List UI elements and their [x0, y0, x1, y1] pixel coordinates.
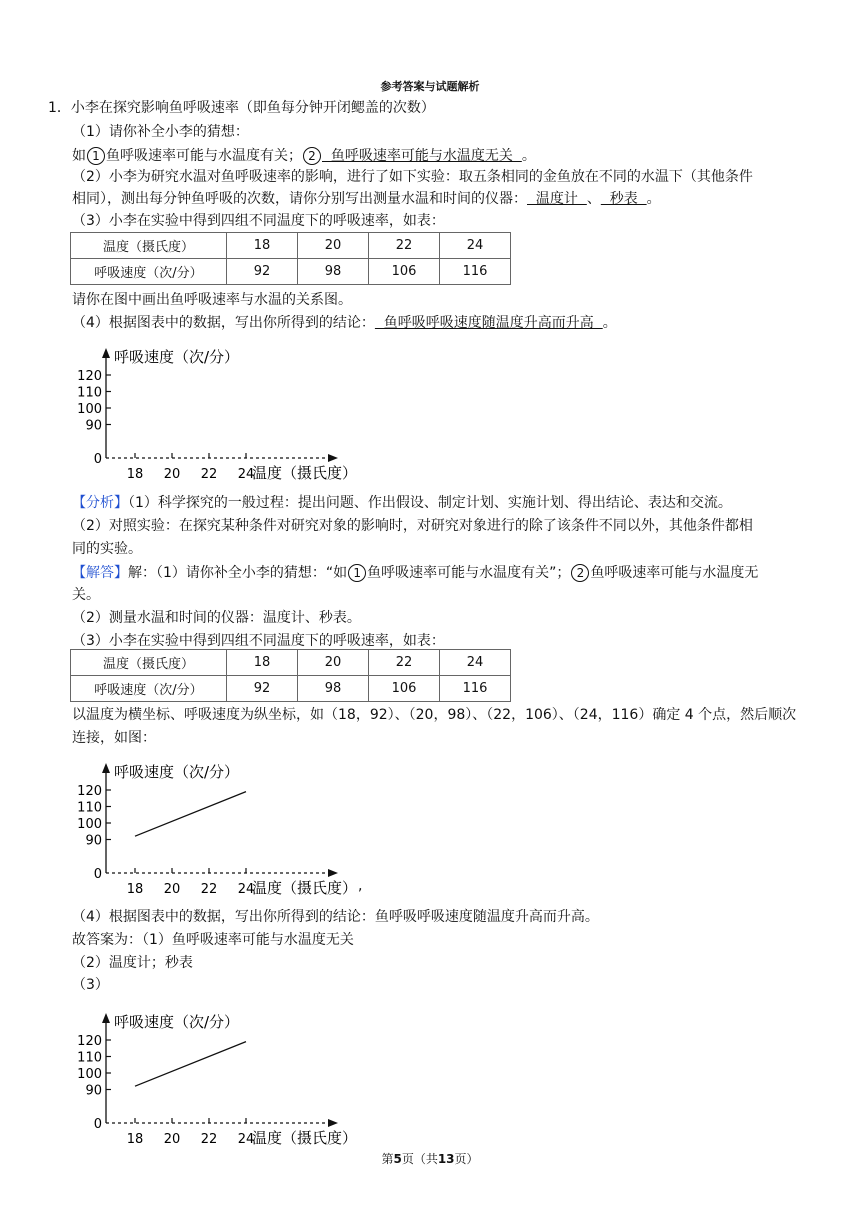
chart-solution: [70, 755, 390, 895]
x-axis-arrow: [328, 1119, 338, 1127]
data-table-1: [70, 232, 511, 285]
page-number: 5: [393, 1152, 402, 1166]
solution-line-8: 故答案为：（1）鱼呼吸速率可能与水温度无关: [72, 932, 354, 948]
chart-empty-axes: [70, 340, 390, 480]
x-tick-label: 22: [200, 1132, 218, 1145]
question-part1: （1）请你补全小李的猜想：: [72, 124, 249, 140]
y-tick-label: 100: [77, 402, 102, 417]
table-row: [71, 233, 511, 259]
data-table-2: [70, 649, 511, 702]
text: 。: [602, 315, 617, 331]
page-title: 参考答案与试题解析: [380, 80, 480, 93]
y-tick-label: 110: [77, 385, 102, 401]
question-part3: （3）小李在实验中得到四组不同温度下的呼吸速率，如表：: [72, 213, 445, 229]
y-tick-label: 0: [93, 452, 102, 467]
series-line: [135, 1042, 246, 1087]
x-tick-label: 24: [237, 467, 255, 480]
table-cell: 呼吸速度（次/分）: [71, 259, 227, 285]
question-stem: [48, 98, 435, 118]
chart-comma: ,: [358, 878, 363, 894]
solution-line-1: [72, 563, 758, 583]
table-cell: 98: [298, 676, 369, 702]
x-tick-label: 24: [237, 882, 255, 895]
circled-number-1: 1: [348, 564, 366, 582]
question-part2: （2）小李为研究水温对鱼呼吸速率的影响，进行了如下实验：取五条相同的金鱼放在不同的水温下（其他条件: [72, 169, 753, 185]
y-tick-label: 120: [77, 784, 102, 799]
text: （1）科学探究的一般过程：提出问题、作出假设、制定计划、实施计划、得出结论、表达和交流。: [128, 495, 732, 511]
circled-number-2: 2: [571, 564, 589, 582]
analysis-line-3: 同的实验。: [72, 541, 142, 557]
answer-blank: 秒表: [600, 191, 647, 207]
y-tick-label: 110: [77, 800, 102, 816]
table-row: [71, 650, 511, 676]
solution-line-7: （4）根据图表中的数据，写出你所得到的结论：鱼呼吸呼吸速度随温度升高而升高。: [72, 909, 599, 925]
total-pages: 13: [437, 1152, 455, 1166]
y-tick-label: 90: [85, 833, 102, 849]
question-part3-instruction: 请你在图中画出鱼呼吸速率与水温的关系图。: [72, 292, 352, 308]
table-cell: 24: [440, 233, 511, 259]
table-cell: 20: [298, 233, 369, 259]
x-tick-label: 18: [126, 1132, 144, 1145]
x-tick-label: 18: [126, 882, 144, 895]
x-tick-label: 20: [163, 1132, 181, 1145]
answer-blank: 鱼呼吸呼吸速度随温度升高而升高: [374, 315, 603, 331]
y-axis-title: 呼吸速度（次/分）: [114, 763, 240, 781]
y-axis-title: 呼吸速度（次/分）: [114, 1013, 240, 1031]
table-cell: 20: [298, 650, 369, 676]
table-cell: 22: [369, 650, 440, 676]
y-axis-title: 呼吸速度（次/分）: [114, 348, 240, 366]
y-tick-label: 90: [85, 1083, 102, 1099]
text: 第: [381, 1152, 394, 1166]
y-tick-label: 0: [93, 1117, 102, 1132]
text: 。: [646, 191, 661, 207]
series-line: [135, 792, 246, 837]
text: 页）: [454, 1152, 479, 1166]
x-axis-title: 温度（摄氏度）: [252, 1129, 358, 1145]
question-part1-hypothesis: [72, 146, 536, 166]
x-tick-label: 20: [163, 882, 181, 895]
table-cell: 温度（摄氏度）: [71, 233, 227, 259]
table-cell: 106: [369, 676, 440, 702]
text: 页（共: [401, 1152, 438, 1166]
table-cell: 温度（摄氏度）: [71, 650, 227, 676]
x-axis-title: 温度（摄氏度）: [252, 464, 358, 480]
table-cell: 98: [298, 259, 369, 285]
x-axis-arrow: [328, 454, 338, 462]
x-axis-title: 温度（摄氏度）: [252, 879, 358, 895]
analysis-tag: 【分析】: [72, 495, 128, 511]
y-tick-label: 110: [77, 1050, 102, 1066]
solution-line-2: 关。: [72, 587, 100, 603]
page-footer: [0, 1150, 860, 1167]
x-axis-arrow: [328, 869, 338, 877]
text: （4）根据图表中的数据，写出你所得到的结论：: [72, 315, 375, 331]
table-cell: 22: [369, 233, 440, 259]
y-tick-label: 100: [77, 817, 102, 832]
question-part4: [72, 313, 617, 333]
circled-number-2: 2: [303, 147, 321, 165]
analysis-line-2: （2）对照实验：在探究某种条件对研究对象的影响时，对研究对象进行的除了该条件不同以外，其他条件都相: [72, 518, 753, 534]
text: 鱼呼吸速率可能与水温度有关”；: [367, 565, 571, 581]
solution-line-9: （2）温度计；秒表: [72, 955, 193, 971]
solution-line-5: 以温度为横坐标、呼吸速度为纵坐标，如（18，92）、（20，98）、（22，106）、（24，116）确定 4 个点，然后顺次: [72, 707, 797, 723]
solution-tag: 【解答】: [72, 565, 128, 581]
table-cell: 呼吸速度（次/分）: [71, 676, 227, 702]
table-cell: 116: [440, 676, 511, 702]
text: 鱼呼吸速率可能与水温度无: [590, 565, 759, 581]
text: 相同），测出每分钟鱼呼吸的次数，请你分别写出测量水温和时间的仪器：: [72, 191, 527, 207]
text: 鱼呼吸速率可能与水温度有关；: [106, 148, 302, 164]
y-axis-arrow: [102, 1013, 110, 1023]
table-cell: 18: [227, 650, 298, 676]
y-tick-label: 90: [85, 418, 102, 434]
table-row: [71, 259, 511, 285]
y-tick-label: 0: [93, 867, 102, 882]
circled-number-1: 1: [87, 147, 105, 165]
y-tick-label: 100: [77, 1067, 102, 1082]
solution-line-3: （2）测量水温和时间的仪器：温度计、秒表。: [72, 610, 361, 626]
x-tick-label: 18: [126, 467, 144, 480]
y-tick-label: 120: [77, 1034, 102, 1049]
y-axis-arrow: [102, 348, 110, 358]
solution-line-4: （3）小李在实验中得到四组不同温度下的呼吸速率，如表：: [72, 633, 445, 649]
question-part2-cont: [72, 189, 661, 209]
x-tick-label: 24: [237, 1132, 255, 1145]
answer-blank: 温度计: [527, 191, 587, 207]
y-tick-label: 120: [77, 369, 102, 384]
question-number: 1．: [48, 100, 71, 116]
x-tick-label: 22: [200, 467, 218, 480]
solution-line-6: 连接，如图：: [72, 730, 156, 746]
question-text: 小李在探究影响鱼呼吸速率（即鱼每分钟开闭鳃盖的次数）: [70, 100, 435, 116]
answer-blank: 鱼呼吸速率可能与水温度无关: [322, 148, 522, 164]
table-row: [71, 676, 511, 702]
chart-answer: [70, 1005, 390, 1145]
text: 。: [521, 148, 536, 164]
table-cell: 24: [440, 650, 511, 676]
text: 解：（1）请你补全小李的猜想：“如: [128, 565, 348, 581]
table-cell: 92: [227, 259, 298, 285]
text: 、: [586, 191, 601, 207]
x-tick-label: 20: [163, 467, 181, 480]
x-tick-label: 22: [200, 882, 218, 895]
solution-line-10: （3）: [72, 977, 109, 993]
table-cell: 116: [440, 259, 511, 285]
y-axis-arrow: [102, 763, 110, 773]
text: 如: [72, 148, 86, 164]
table-cell: 92: [227, 676, 298, 702]
analysis-line-1: [72, 493, 732, 513]
table-cell: 106: [369, 259, 440, 285]
table-cell: 18: [227, 233, 298, 259]
